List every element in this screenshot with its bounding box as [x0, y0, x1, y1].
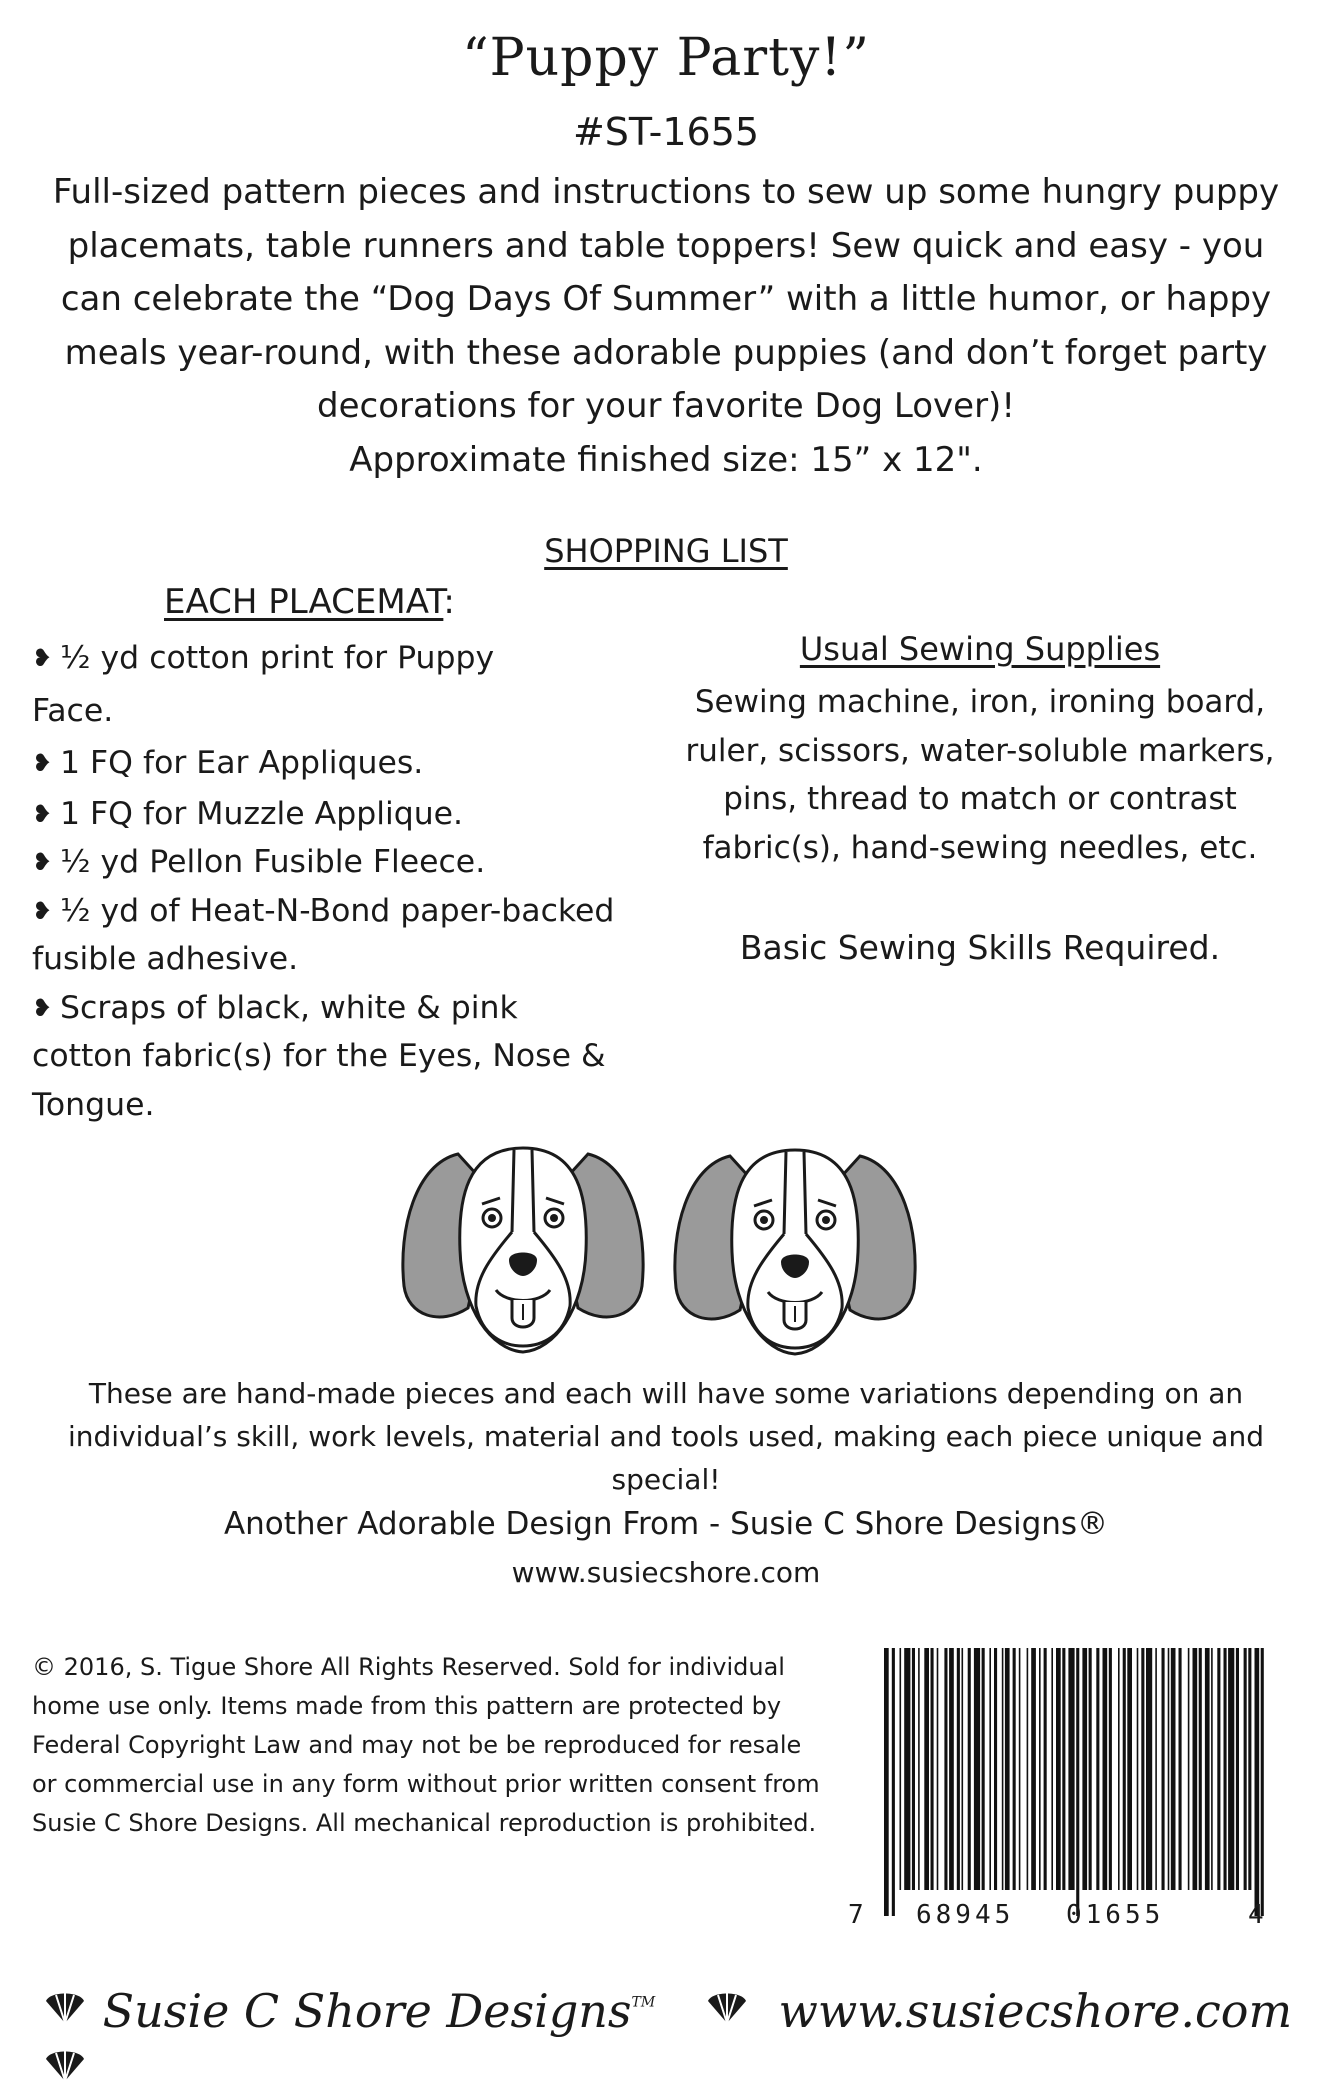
shell-icon — [42, 1984, 88, 2038]
barcode-bar — [1089, 1648, 1092, 1890]
barcode-bar — [1162, 1648, 1165, 1890]
supplies-line: Sewing machine, iron, ironing board, — [694, 684, 1266, 720]
barcode-bar — [937, 1648, 939, 1890]
description-line: placemats, table runners and table toppers! Sew quick and easy - you — [67, 225, 1265, 266]
copyright-line: Federal Copyright Law and may not be be reproduced for resale — [32, 1731, 802, 1759]
barcode-bar — [1082, 1648, 1087, 1890]
barcode-bar — [1013, 1648, 1016, 1890]
barcode-bar — [994, 1648, 997, 1890]
sewing-supplies-heading: Usual Sewing Supplies — [799, 630, 1161, 668]
puppy-face-icon — [403, 1148, 643, 1352]
barcode-bar — [1248, 1648, 1251, 1890]
barcode-bar — [1051, 1648, 1053, 1890]
barcode-bar — [1127, 1648, 1132, 1890]
barcode-bar — [1199, 1648, 1202, 1890]
disclaimer-line: These are hand-made pieces and each will have some variations depending on an — [88, 1377, 1244, 1410]
upc-first-digit: 7 — [848, 1900, 864, 1930]
barcode-bar — [1171, 1648, 1176, 1890]
shell-icon — [42, 2042, 88, 2096]
copyright-line: or commercial use in any form without prior written consent from — [32, 1770, 820, 1798]
designer-website-link[interactable]: www.susiecshore.com — [511, 1556, 821, 1589]
designer-credit: Another Adorable Design From - Susie C Shore Designs® — [223, 1506, 1109, 1542]
pattern-title: “Puppy Party!” — [462, 28, 870, 88]
barcode-bar — [1044, 1648, 1047, 1890]
barcode-bar — [1109, 1648, 1112, 1890]
barcode-bar — [931, 1648, 934, 1890]
barcode-bar — [1168, 1648, 1170, 1890]
sewing-supplies-text — [680, 678, 1280, 872]
list-item: ❥ 1 FQ for Muzzle Applique. — [32, 790, 622, 839]
barcode-bar — [974, 1648, 980, 1890]
barcode-bar — [1062, 1648, 1065, 1890]
supplies-line: ruler, scissors, water-soluble markers, — [685, 732, 1275, 769]
barcode-bar — [1211, 1648, 1213, 1890]
trademark-mark: TM — [631, 1994, 656, 2011]
heart-bullet-icon: ❥ — [32, 848, 53, 876]
barcode-bar — [1137, 1648, 1139, 1890]
barcode-bar — [1039, 1648, 1041, 1890]
barcode-bar — [1193, 1648, 1198, 1890]
copyright-line: © 2016, S. Tigue Shore All Rights Reserved. Sold for individual — [32, 1653, 785, 1681]
barcode-bar — [962, 1648, 964, 1890]
barcode-bar — [944, 1648, 947, 1890]
barcode-bar — [1228, 1648, 1234, 1890]
puppy-face-icon — [675, 1150, 915, 1354]
list-item: ❥ ½ yd cotton print for Puppy Face. — [32, 632, 622, 737]
barcode-bar — [924, 1648, 929, 1890]
placemat-heading: EACH PLACEMAT: — [164, 582, 455, 622]
supplies-line: pins, thread to match or contrast — [723, 781, 1237, 817]
copyright-line: Susie C Shore Designs. All mechanical reproduction is prohibited. — [32, 1809, 817, 1837]
barcode-bar — [1076, 1648, 1079, 1916]
barcode-bar — [1031, 1648, 1036, 1890]
upc-group-right: 01655 — [1066, 1900, 1165, 1930]
upc-barcode — [884, 1648, 1264, 1916]
pattern-description — [40, 166, 1292, 487]
barcode-bar — [1103, 1648, 1108, 1890]
barcode-bar — [1123, 1648, 1126, 1890]
barcode-bar — [957, 1648, 960, 1890]
barcode-bar — [1244, 1648, 1247, 1890]
barcode-bar — [892, 1648, 895, 1916]
placemat-supply-list — [32, 632, 622, 1129]
barcode-bar — [949, 1648, 954, 1890]
barcode-bar — [1217, 1648, 1220, 1890]
description-line: Full-sized pattern pieces and instructions to sew up some hungry puppy — [52, 172, 1280, 212]
barcode-bar — [1019, 1648, 1021, 1890]
barcode-bar — [982, 1648, 985, 1890]
list-item: ❥ 1 FQ for Ear Appliques. — [32, 737, 622, 790]
barcode-bar — [1068, 1648, 1074, 1890]
barcode-bar — [989, 1648, 991, 1890]
copyright-line: home use only. Items made from this pattern are protected by — [32, 1692, 782, 1720]
barcode-bar — [1096, 1648, 1099, 1890]
disclaimer-line: individual’s skill, work levels, material and tools used, making each piece unique and special! — [67, 1420, 1264, 1496]
barcode-bar — [1002, 1648, 1004, 1890]
handmade-disclaimer — [20, 1372, 1312, 1501]
barcode-bar — [1188, 1648, 1190, 1890]
list-item: ❥ Scraps of black, white & pink cotton fabric(s) for the Eyes, Nose & Tongue. — [32, 984, 622, 1130]
barcode-bar — [1261, 1648, 1264, 1916]
list-item: ❥ ½ yd of Heat-N-Bond paper-backed fusible adhesive. — [32, 887, 622, 984]
barcode-bar — [904, 1648, 910, 1890]
barcode-bar — [884, 1648, 889, 1916]
heart-bullet-icon: ❥ — [32, 749, 53, 777]
upc-last-digit: 4 — [1248, 1900, 1264, 1930]
barcode-bar — [968, 1648, 971, 1890]
barcode-bar — [1118, 1648, 1120, 1890]
barcode-bar — [1141, 1648, 1144, 1890]
barcode-bar — [1056, 1648, 1061, 1890]
barcode-bar — [1005, 1648, 1010, 1890]
skill-level: Basic Sewing Skills Required. — [739, 928, 1221, 967]
barcode-bar — [1027, 1648, 1029, 1890]
heart-bullet-icon: ❥ — [32, 644, 53, 672]
heart-bullet-icon: ❥ — [32, 896, 53, 925]
barcode-bar — [1205, 1648, 1210, 1890]
shopping-list-heading: SHOPPING LIST — [544, 532, 788, 570]
brand-name: Susie C Shore Designs — [102, 1984, 632, 2038]
shell-icon — [704, 1984, 750, 2038]
barcode-bar — [900, 1648, 902, 1890]
list-item: ❥ ½ yd Pellon Fusible Fleece. — [32, 838, 622, 887]
puppy-illustration — [396, 1140, 936, 1360]
footer-website-link[interactable]: www.susiecshore.com — [778, 1984, 1293, 2038]
description-line: can celebrate the “Dog Days Of Summer” with a little humor, or happy — [60, 279, 1272, 319]
barcode-bar — [1224, 1648, 1227, 1890]
barcode-bar — [1236, 1648, 1239, 1890]
description-line: meals year-round, with these adorable puppies (and don’t forget party — [64, 332, 1268, 373]
barcode-bar — [918, 1648, 920, 1890]
barcode-bar — [1146, 1648, 1152, 1890]
brand-footer — [42, 1980, 1302, 2038]
barcode-bar — [1155, 1648, 1157, 1890]
pattern-sku: #ST-1655 — [572, 110, 760, 154]
barcode-bar — [1179, 1648, 1182, 1890]
upc-group-left: 68945 — [916, 1900, 1015, 1930]
barcode-bar — [1255, 1648, 1260, 1916]
heart-bullet-icon: ❥ — [32, 799, 53, 828]
finished-size: Approximate finished size: 15” x 12". — [349, 439, 983, 480]
description-line: decorations for your favorite Dog Lover)! — [317, 386, 1015, 426]
barcode-bar — [912, 1648, 915, 1890]
heart-bullet-icon: ❥ — [32, 993, 53, 1022]
copyright-notice — [32, 1648, 852, 1843]
supplies-line: fabric(s), hand-sewing needles, etc. — [702, 829, 1258, 866]
